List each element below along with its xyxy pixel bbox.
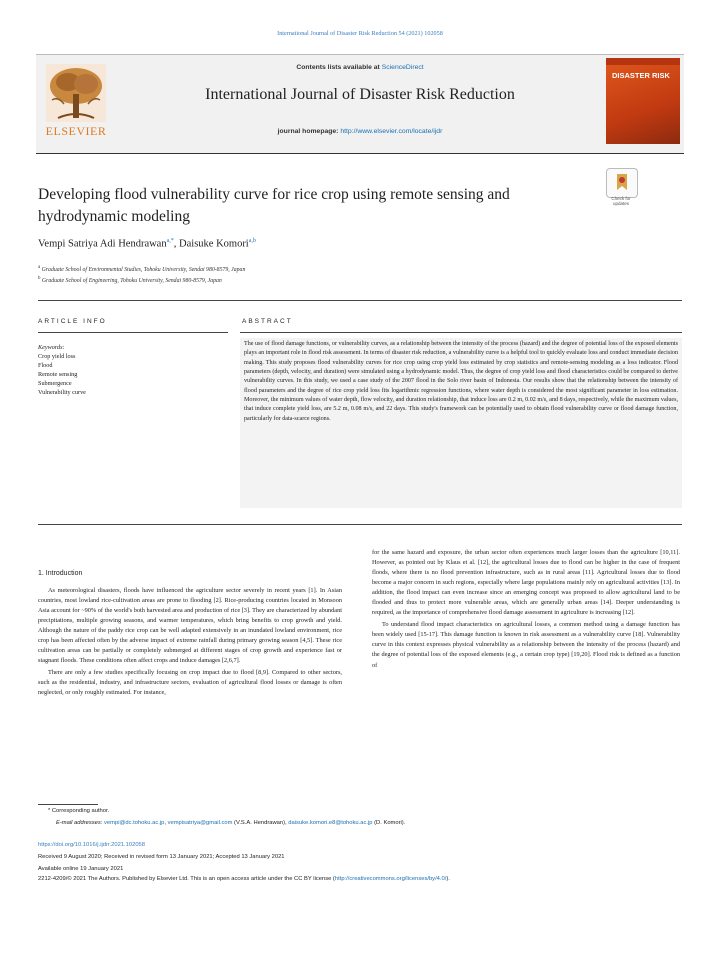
keywords-label: Keywords: bbox=[38, 344, 65, 351]
bookmark-icon bbox=[607, 169, 637, 197]
paragraph: for the same hazard and exposure, the urban sector often experiences much larger losses than the agriculture [10,11]. However, as pointed out by Klaus et al. [12], the agricultural losses due to flood can be higher in the case of frequent floods, where there is no flood prevention infrastructure, such as in rural areas [11]. Agricultural losses due to flood become a major concern in such regions, especially where large populations mainly rely on agricultural activities [13]. In addition, the flood impact can even increase since an emerging concept was proposed to allow agricultural land to be flooded and thus to protect more vulnerable areas, which are generally urban areas [14]. Deeper understanding is required, as the importance of comprehensive flood damage assessment in agriculture is increasing [12]. bbox=[372, 549, 680, 617]
received-dates: Received 9 August 2020; Received in revised form 13 January 2021; Accepted 13 January 2021 bbox=[38, 854, 285, 860]
email-link[interactable]: daisuke.komori.e8@tohoku.ac.jp bbox=[288, 820, 373, 826]
license-link[interactable]: http://creativecommons.org/licenses/by/4.0/ bbox=[334, 876, 447, 882]
keyword: Remote sensing bbox=[38, 371, 78, 378]
author-separator: , bbox=[173, 238, 180, 250]
homepage-prefix: journal homepage: bbox=[277, 128, 341, 135]
paragraph: To understand flood impact characteristics on agricultural losses, a common method using a damage function has been widely used [15-17]. This damage function is known in risk assessment as a vulnerability curve [18]. Vulnerability curve in this context expresses physical vulnerability as a relationship between the intensity of the process (hazard) and the degree of potential loss of the exposed elements (e.g., a certain crop type) [19,20]. Flood risk is defined as a function of bbox=[372, 621, 680, 669]
affiliation bbox=[38, 265, 538, 273]
cover-title: DISASTER RISK bbox=[612, 71, 670, 80]
author-affiliation-marker[interactable]: a,b bbox=[248, 238, 256, 244]
keyword: Crop yield loss bbox=[38, 353, 76, 360]
keyword: Vulnerability curve bbox=[38, 389, 86, 396]
email-label: E-mail addresses: bbox=[56, 820, 105, 826]
body-column-right bbox=[372, 548, 680, 673]
author-name[interactable]: Vempi Satriya Adi Hendrawan bbox=[38, 238, 167, 250]
cover-band bbox=[606, 58, 680, 65]
affiliation bbox=[38, 276, 538, 284]
available-online-date: Available online 19 January 2021 bbox=[38, 866, 124, 872]
email-owner: (D. Komori). bbox=[372, 820, 406, 826]
corresponding-author-note: * Corresponding author. bbox=[48, 808, 110, 814]
divider bbox=[38, 300, 682, 301]
email-link[interactable]: vempisatriya@gmail.com bbox=[167, 820, 233, 826]
affiliation-text: Graduate School of Environmental Studies, Tohoku University, Sendai 980-8579, Japan bbox=[41, 266, 246, 273]
paper-title: Developing flood vulnerability curve for rice crop using remote sensing and hydrodynamic modeling bbox=[38, 186, 510, 225]
keyword: Submergence bbox=[38, 380, 72, 387]
journal-citation[interactable]: International Journal of Disaster Risk Reduction 54 (2021) 102058 bbox=[277, 30, 443, 37]
license-text: 2212-4209/© 2021 The Authors. Published by Elsevier Ltd. This is an open access article under the CC BY license ( bbox=[38, 876, 335, 882]
publisher-name: ELSEVIER bbox=[45, 124, 107, 138]
footnote-rule bbox=[38, 804, 98, 805]
doi-link[interactable]: https://doi.org/10.1016/j.ijdrr.2021.102058 bbox=[38, 842, 145, 848]
article-info-heading: ARTICLE INFO bbox=[38, 318, 107, 325]
contents-line bbox=[120, 64, 600, 71]
divider bbox=[38, 524, 682, 525]
affiliation-text: Graduate School of Engineering, Tohoku University, Sendai 980-8579, Japan bbox=[41, 277, 222, 284]
author-list bbox=[38, 238, 598, 250]
keyword: Flood bbox=[38, 362, 53, 369]
abstract-text: The use of flood damage functions, or vulnerability curves, as a relationship between the intensity of the process (hazard) and the degree of potential loss of the exposed elements plays an important role in flood risk assessment. In terms of disaster risk reduction, a vulnerability curve is a helpful tool to quickly evaluate loss and conduct immediate decision making. This study proposes flood vulnerability curves for rice crop using crop yield loss estimated by crop statistics and remote-sensing modeling as a loss indicator. Flood parameters (depth, velocity, and duration) were simulated using a hydrodynamic model. Thus, the degree of crop yield loss and flood characteristics could be compared to derive vulnerability curves. In this study, we used a case study of the 2007 flood in the Solo river basin of Indonesia. Our results show that the relationship between the intensity of flood parameters and the degree of rice crop yield loss fits logarithmic regression functions, where water depth is considered the most significant parameter in loss estimation. Moreover, the minimum values of water depth, flow velocity, and duration relationship, that induce loss are 0.2 m, 0.02 m/s, and 8 days, respectively, while the maximum values, that induce complete yield loss, are 5.2 m, 0.08 m/s, and 22 days. This study's framework can be potentially used to obtain flood vulnerability curve or flood damage function, particularly for data-scarce regions. bbox=[244, 341, 678, 422]
paragraph: There are only a few studies specifically focusing on crop impact due to flood [8,9]. Compared to other sectors, such as the residential, industry, and infrastructure sectors, evaluation of agricultural flood losses or damage is often neglected, or only roughly estimated. For instance, bbox=[38, 669, 342, 697]
affiliation-marker: b bbox=[38, 276, 41, 281]
contents-prefix: Contents lists available at bbox=[296, 64, 382, 71]
email-link[interactable]: vempi@dc.tohoku.ac.jp bbox=[104, 820, 165, 826]
check-for-updates-label: Check for updates bbox=[611, 196, 631, 206]
check-for-updates-button[interactable] bbox=[606, 168, 638, 198]
author-affiliation-marker[interactable]: a,* bbox=[166, 238, 174, 244]
affiliation-marker: a bbox=[38, 265, 41, 270]
body-column-left bbox=[38, 586, 342, 701]
section-heading: 1. Introduction bbox=[38, 570, 83, 577]
license-line bbox=[38, 876, 682, 882]
sciencedirect-link[interactable]: ScienceDirect bbox=[381, 64, 424, 71]
homepage-link[interactable]: http://www.elsevier.com/locate/ijdr bbox=[340, 128, 443, 135]
abstract-heading: ABSTRACT bbox=[242, 318, 293, 325]
email-line bbox=[56, 820, 676, 826]
email-owner: (V.S.A. Hendrawan), bbox=[232, 820, 289, 826]
paragraph: As meteorological disasters, floods have influenced the agriculture sector severely in recent years [1]. In Asian countries, most lowland rice-cultivation areas are prone to flooding [2]. Rice-producing countries located in Monsoon Asia account for ~90% of the world's both harvested area and production of rice [3]. They are characterized by abundant precipitations, multiple growing seasons, and warmer temperatures, which bring benefits to crop growth and yield. Although the nature of the paddy rice crop can be well adapted extensively in an inundated lowland environment, rice crop has been affected often by the adverse impact of extreme rainfall during primary growing season [4,5]. These rice cultivation areas can be partially or completely submerged at different stages of crop growth and experience fast or stagnant floods. These conditions often affect crops and induce damages [2,6,7]. bbox=[38, 587, 342, 665]
homepage-line bbox=[120, 128, 600, 135]
license-text-end: ). bbox=[446, 876, 450, 882]
email-separator: , bbox=[164, 820, 168, 826]
author-name[interactable]: Daisuke Komori bbox=[179, 238, 249, 250]
divider bbox=[240, 332, 682, 333]
divider bbox=[38, 332, 228, 333]
journal-title: International Journal of Disaster Risk Reduction bbox=[205, 86, 515, 103]
